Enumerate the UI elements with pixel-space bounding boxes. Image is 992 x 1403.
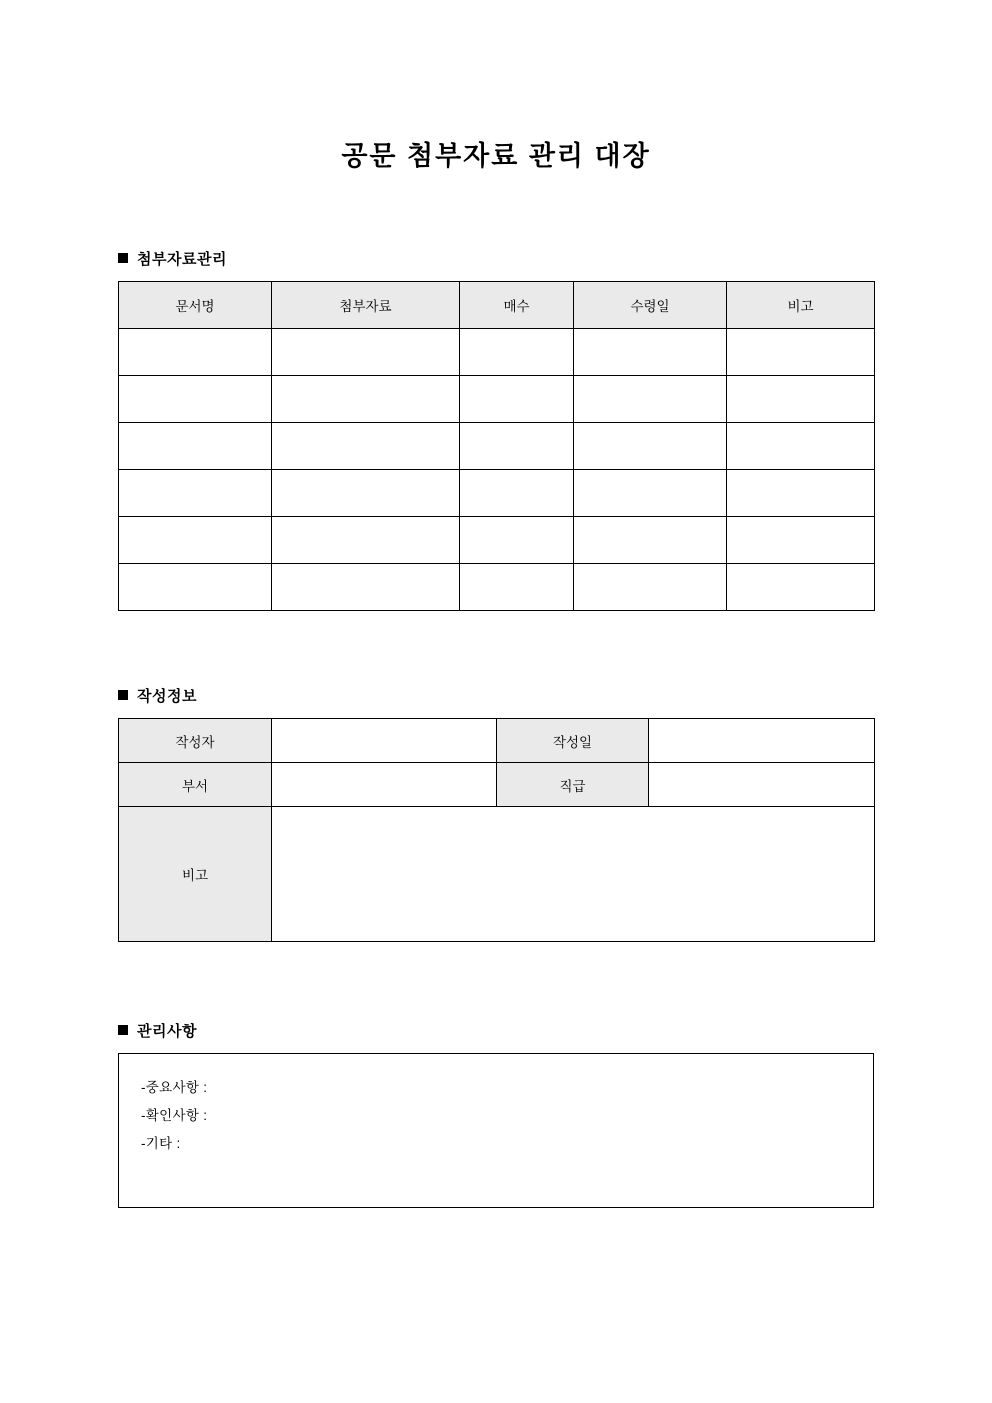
page-title: 공문 첨부자료 관리 대장 — [341, 141, 651, 171]
value-write-date[interactable] — [649, 719, 875, 763]
label-author: 작성자 — [119, 719, 272, 763]
cell-attachment[interactable] — [272, 517, 460, 564]
table-row — [119, 564, 875, 611]
cell-document[interactable] — [119, 564, 272, 611]
section-heading-management — [118, 1020, 874, 1041]
note-line-important: -중요사항 : — [141, 1080, 208, 1095]
label-remark: 비고 — [119, 807, 272, 942]
bullet-square-icon — [118, 253, 128, 263]
writer-info-table — [118, 718, 875, 942]
section-heading-writer-info-label: 작성정보 — [137, 688, 197, 705]
cell-receipt-date[interactable] — [574, 329, 727, 376]
bullet-square-icon — [118, 690, 128, 700]
cell-document[interactable] — [119, 423, 272, 470]
table-row — [119, 470, 875, 517]
column-header-receipt-date: 수령일 — [574, 282, 727, 329]
cell-receipt-date[interactable] — [574, 470, 727, 517]
cell-attachment[interactable] — [272, 470, 460, 517]
cell-count[interactable] — [460, 517, 574, 564]
cell-note[interactable] — [727, 517, 875, 564]
section-heading-attachment — [118, 248, 874, 269]
value-remark[interactable] — [272, 807, 875, 942]
management-notes-box[interactable] — [118, 1053, 874, 1208]
cell-receipt-date[interactable] — [574, 376, 727, 423]
cell-attachment[interactable] — [272, 423, 460, 470]
table-header-row — [119, 282, 875, 329]
cell-document[interactable] — [119, 376, 272, 423]
cell-document[interactable] — [119, 517, 272, 564]
cell-document[interactable] — [119, 470, 272, 517]
cell-count[interactable] — [460, 376, 574, 423]
table-row — [119, 807, 875, 942]
cell-note[interactable] — [727, 329, 875, 376]
cell-receipt-date[interactable] — [574, 517, 727, 564]
cell-receipt-date[interactable] — [574, 564, 727, 611]
table-row — [119, 376, 875, 423]
value-author[interactable] — [272, 719, 497, 763]
table-row — [119, 763, 875, 807]
cell-count[interactable] — [460, 564, 574, 611]
value-rank[interactable] — [649, 763, 875, 807]
cell-note[interactable] — [727, 564, 875, 611]
section-attachment — [118, 248, 874, 611]
table-row — [119, 517, 875, 564]
label-write-date: 작성일 — [497, 719, 649, 763]
section-management — [118, 1020, 874, 1208]
bullet-square-icon — [118, 1025, 128, 1035]
section-heading-attachment-label: 첨부자료관리 — [137, 251, 227, 268]
label-department: 부서 — [119, 763, 272, 807]
column-header-attachment: 첨부자료 — [272, 282, 460, 329]
table-row — [119, 719, 875, 763]
cell-attachment[interactable] — [272, 376, 460, 423]
value-department[interactable] — [272, 763, 497, 807]
attachment-table — [118, 281, 875, 611]
section-writer-info — [118, 685, 874, 942]
cell-attachment[interactable] — [272, 564, 460, 611]
cell-attachment[interactable] — [272, 329, 460, 376]
table-row — [119, 423, 875, 470]
section-heading-writer-info — [118, 685, 874, 706]
label-rank: 직급 — [497, 763, 649, 807]
cell-note[interactable] — [727, 423, 875, 470]
cell-note[interactable] — [727, 376, 875, 423]
cell-receipt-date[interactable] — [574, 423, 727, 470]
cell-count[interactable] — [460, 423, 574, 470]
column-header-document: 문서명 — [119, 282, 272, 329]
section-heading-management-label: 관리사항 — [137, 1023, 197, 1040]
note-line-etc: -기타 : — [141, 1136, 181, 1151]
cell-note[interactable] — [727, 470, 875, 517]
note-line-confirm: -확인사항 : — [141, 1108, 208, 1123]
cell-count[interactable] — [460, 470, 574, 517]
table-row — [119, 329, 875, 376]
cell-count[interactable] — [460, 329, 574, 376]
column-header-note: 비고 — [727, 282, 875, 329]
cell-document[interactable] — [119, 329, 272, 376]
column-header-count: 매수 — [460, 282, 574, 329]
